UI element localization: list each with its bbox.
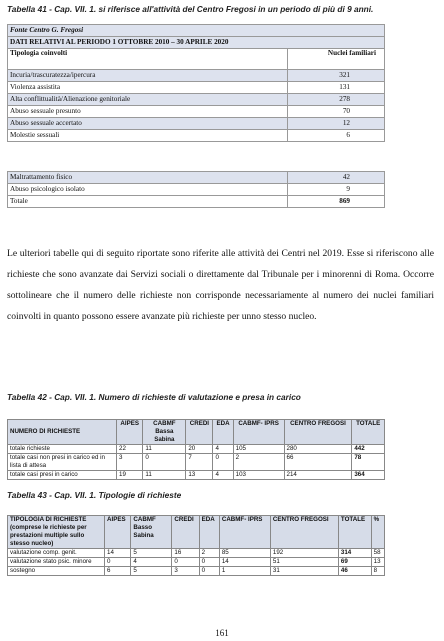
table42-cell: 7 [186, 454, 213, 471]
table42-cell: totale casi non presi in carico ed in lista di attesa [8, 454, 117, 471]
table42-header: EDA [213, 420, 233, 445]
table43-cell: sostegno [8, 567, 105, 576]
table42-header: AIPES [117, 420, 143, 445]
table42-caption: Tabella 42 - Cap. VII. 1. Numero di richieste di valutazione e presa in carico [7, 392, 301, 402]
table43-cell: 16 [172, 549, 199, 558]
table41-row-label: Abuso psicologico isolato [8, 184, 288, 196]
table42-cell: 19 [117, 471, 143, 480]
table42-cell: 78 [352, 454, 385, 471]
table43-cell: 0 [199, 567, 219, 576]
table43-header: TOTALE [338, 516, 371, 549]
table42-cell: 13 [186, 471, 213, 480]
table41 [7, 24, 385, 142]
table41-row-label: Violenza assistita [8, 82, 288, 94]
table42-cell: 0 [213, 454, 233, 471]
table41-row-label: Incuria/trascuratezza/ipercura [8, 70, 288, 82]
table41-row-label: Alta conflittualità/Alienazione genitoriale [8, 94, 288, 106]
page-number: 161 [215, 628, 229, 638]
table43-caption: Tabella 43 - Cap. VII. 1. Tipologie di richieste [7, 490, 182, 500]
table42-cell: 280 [284, 445, 352, 454]
table43-cell: 14 [219, 558, 270, 567]
table43-cell: 51 [270, 558, 338, 567]
table43-cell: 6 [105, 567, 131, 576]
table42-header: CREDI [186, 420, 213, 445]
table43-cell: 314 [338, 549, 371, 558]
table42-cell: 364 [352, 471, 385, 480]
table41-row-label: Maltrattamento fisico [8, 172, 288, 184]
table41-row-label: Molestie sessuali [8, 130, 288, 142]
table42-cell: 66 [284, 454, 352, 471]
table42-cell: 11 [143, 471, 186, 480]
table43-cell: 13 [371, 558, 384, 567]
table41-period: DATI RELATIVI AL PERIODO 1 OTTOBRE 2010 – 30 APRILE 2020 [8, 37, 385, 49]
table42-cell: 0 [143, 454, 186, 471]
table43-cell: 192 [270, 549, 338, 558]
table43-cell: valutazione stato psic. minore [8, 558, 105, 567]
table41-row-value: 12 [288, 118, 385, 130]
table43-header: TIPOLOGIA DI RICHIESTE (comprese le richieste per prestazioni multiple sullo stesso nucleo) [8, 516, 105, 549]
table43-cell: valutazione comp. genit. [8, 549, 105, 558]
table42-cell: 3 [117, 454, 143, 471]
table43-cell: 69 [338, 558, 371, 567]
table42-header: CABMF Bassa Sabina [143, 420, 186, 445]
table41-row-label: Abuso sessuale presunto [8, 106, 288, 118]
table43-header: AIPES [105, 516, 131, 549]
table43-cell: 8 [371, 567, 384, 576]
table42-cell: 214 [284, 471, 352, 480]
table43-header: EDA [199, 516, 219, 549]
table42-header: NUMERO DI RICHIESTE [8, 420, 117, 445]
table41-row-value: 42 [288, 172, 385, 184]
table41-row-value: 70 [288, 106, 385, 118]
table43-cell: 5 [131, 567, 172, 576]
table43-header: CREDI [172, 516, 199, 549]
table42-cell: 11 [143, 445, 186, 454]
table42-cell: totale richieste [8, 445, 117, 454]
table42-header: CENTRO FREGOSI [284, 420, 352, 445]
table42-cell: totale casi presi in carico [8, 471, 117, 480]
table41-row-value: 278 [288, 94, 385, 106]
body-paragraph: Le ulteriori tabelle qui di seguito riportate sono riferite alle attività dei Centri nel 2019. Esse si riferiscono alle richieste che sono avanzate dai Servizi sociali o direttamente dal Tribunale per i minorenni di Roma. Occorre sottolineare che il numero delle richieste non corrisponde necessariamente al numero dei nuclei familiari coinvolti in quanto possono essere avanzate più richieste per unno stesso nucleo. [7, 248, 434, 322]
table43-header: CABMF- IPRS [219, 516, 270, 549]
table42-cell: 105 [233, 445, 284, 454]
table43-cell: 1 [219, 567, 270, 576]
table43-cell: 5 [131, 549, 172, 558]
table42-cell: 22 [117, 445, 143, 454]
table41-caption: Tabella 41 - Cap. VII. 1. si riferisce all'attività del Centro Fregosi in un periodo di più di 9 anni. [7, 4, 374, 14]
table41-row-value: 131 [288, 82, 385, 94]
table41-total-label: Totale [8, 196, 288, 208]
table41-row-value: 9 [288, 184, 385, 196]
table43-cell: 85 [219, 549, 270, 558]
table42-cell: 442 [352, 445, 385, 454]
table42-cell: 20 [186, 445, 213, 454]
table42-header: CABMF- IPRS [233, 420, 284, 445]
table43-cell: 2 [199, 549, 219, 558]
table43-cell: 58 [371, 549, 384, 558]
table43-cell: 46 [338, 567, 371, 576]
table41-col-value: Nuclei familiari [288, 49, 385, 70]
table43-cell: 0 [172, 558, 199, 567]
table43-cell: 31 [270, 567, 338, 576]
table43-header: CENTRO FREGOSI [270, 516, 338, 549]
table43-cell: 0 [199, 558, 219, 567]
table42-header: TOTALE [352, 420, 385, 445]
table43-cell: 4 [131, 558, 172, 567]
table42 [7, 419, 385, 480]
table43-cell: 3 [172, 567, 199, 576]
table42-cell: 2 [233, 454, 284, 471]
table41-row-value: 6 [288, 130, 385, 142]
table41-row-label: Abuso sessuale accertato [8, 118, 288, 130]
table41-source: Fonte Centro G. Fregosi [8, 25, 385, 37]
table42-cell: 103 [233, 471, 284, 480]
table43-cell: 14 [105, 549, 131, 558]
table43-header: % [371, 516, 384, 549]
table42-cell: 4 [213, 471, 233, 480]
table41-total-value: 869 [288, 196, 385, 208]
table41-row-value: 321 [288, 70, 385, 82]
table41-col-label: Tipologia coinvolti [8, 49, 288, 70]
table43 [7, 515, 385, 576]
table41-continued [7, 171, 385, 208]
table42-cell: 4 [213, 445, 233, 454]
table43-cell: 0 [105, 558, 131, 567]
table43-header: CABMF Basso Sabina [131, 516, 172, 549]
